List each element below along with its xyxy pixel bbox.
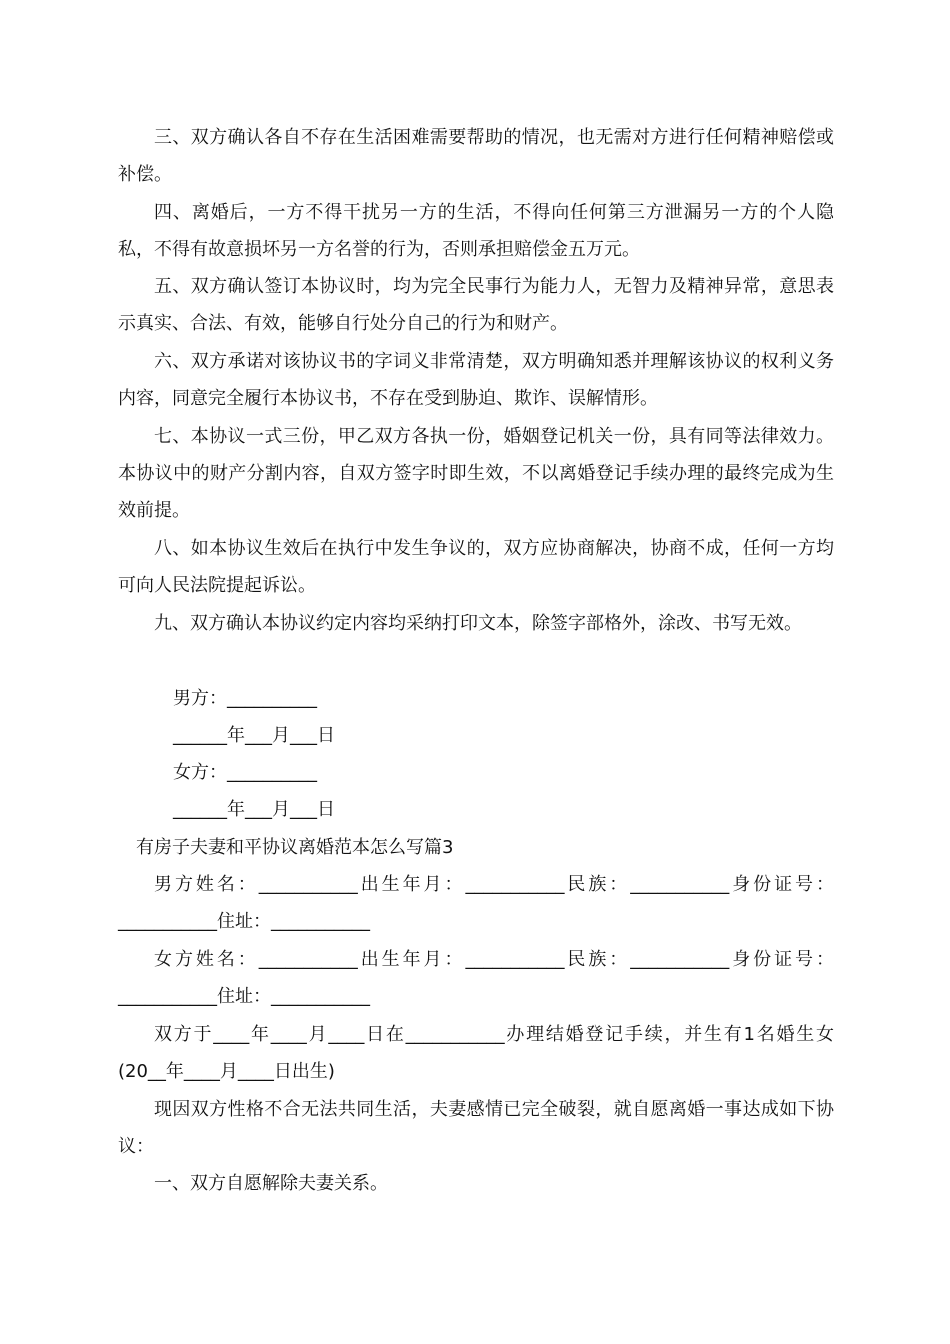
clause-four: 四、离婚后，一方不得干扰另一方的生活，不得向任何第三方泄漏另一方的个人隐私，不得有故意损坏另一方名誉的行为，否则承担赔偿金五万元。 xyxy=(118,202,834,260)
clause-one: 一、双方自愿解除夫妻关系。 xyxy=(154,1173,388,1194)
female-signature-line: 女方：__________ xyxy=(173,762,317,783)
male-date-line: ______年___月___日 xyxy=(173,725,335,746)
divorce-reason-paragraph: 现因双方性格不合无法共同生活，夫妻感情已完全破裂，就自愿离婚一事达成如下协议： xyxy=(118,1099,834,1157)
male-signature-line: 男方：__________ xyxy=(173,688,317,709)
marriage-registration-paragraph: 双方于____年____月____日在___________办理结婚登记手续，并生有1名婚生女(20__年____月____日出生) xyxy=(118,1024,834,1082)
clause-five: 五、双方确认签订本协议时，均为完全民事行为能力人，无智力及精神异常，意思表示真实、合法、有效，能够自行处分自己的行为和财产。 xyxy=(118,276,834,334)
clause-eight: 八、如本协议生效后在执行中发生争议的，双方应协商解决，协商不成，任何一方均可向人民法院提起诉讼。 xyxy=(118,538,834,596)
male-info-line: 男方姓名：___________出生年月：___________民族：___________身份证号：___________住址：___________ xyxy=(118,874,834,932)
clause-six: 六、双方承诺对该协议书的字词义非常清楚，双方明确知悉并理解该协议的权利义务内容，同意完全履行本协议书，不存在受到胁迫、欺诈、误解情形。 xyxy=(118,351,834,409)
clause-seven: 七、本协议一式三份，甲乙双方各执一份，婚姻登记机关一份，具有同等法律效力。本协议中的财产分割内容，自双方签字时即生效，不以离婚登记手续办理的最终完成为生效前提。 xyxy=(118,426,834,521)
section-heading: 有房子夫妻和平协议离婚范本怎么写篇3 xyxy=(136,837,454,858)
clause-nine: 九、双方确认本协议约定内容均采纳打印文本，除签字部格外，涂改、书写无效。 xyxy=(154,613,802,634)
female-info-line: 女方姓名：___________出生年月：___________民族：___________身份证号：___________住址：___________ xyxy=(118,949,834,1007)
clause-three: 三、双方确认各自不存在生活困难需要帮助的情况，也无需对方进行任何精神赔偿或补偿。 xyxy=(118,127,834,185)
female-date-line: ______年___月___日 xyxy=(173,799,335,820)
